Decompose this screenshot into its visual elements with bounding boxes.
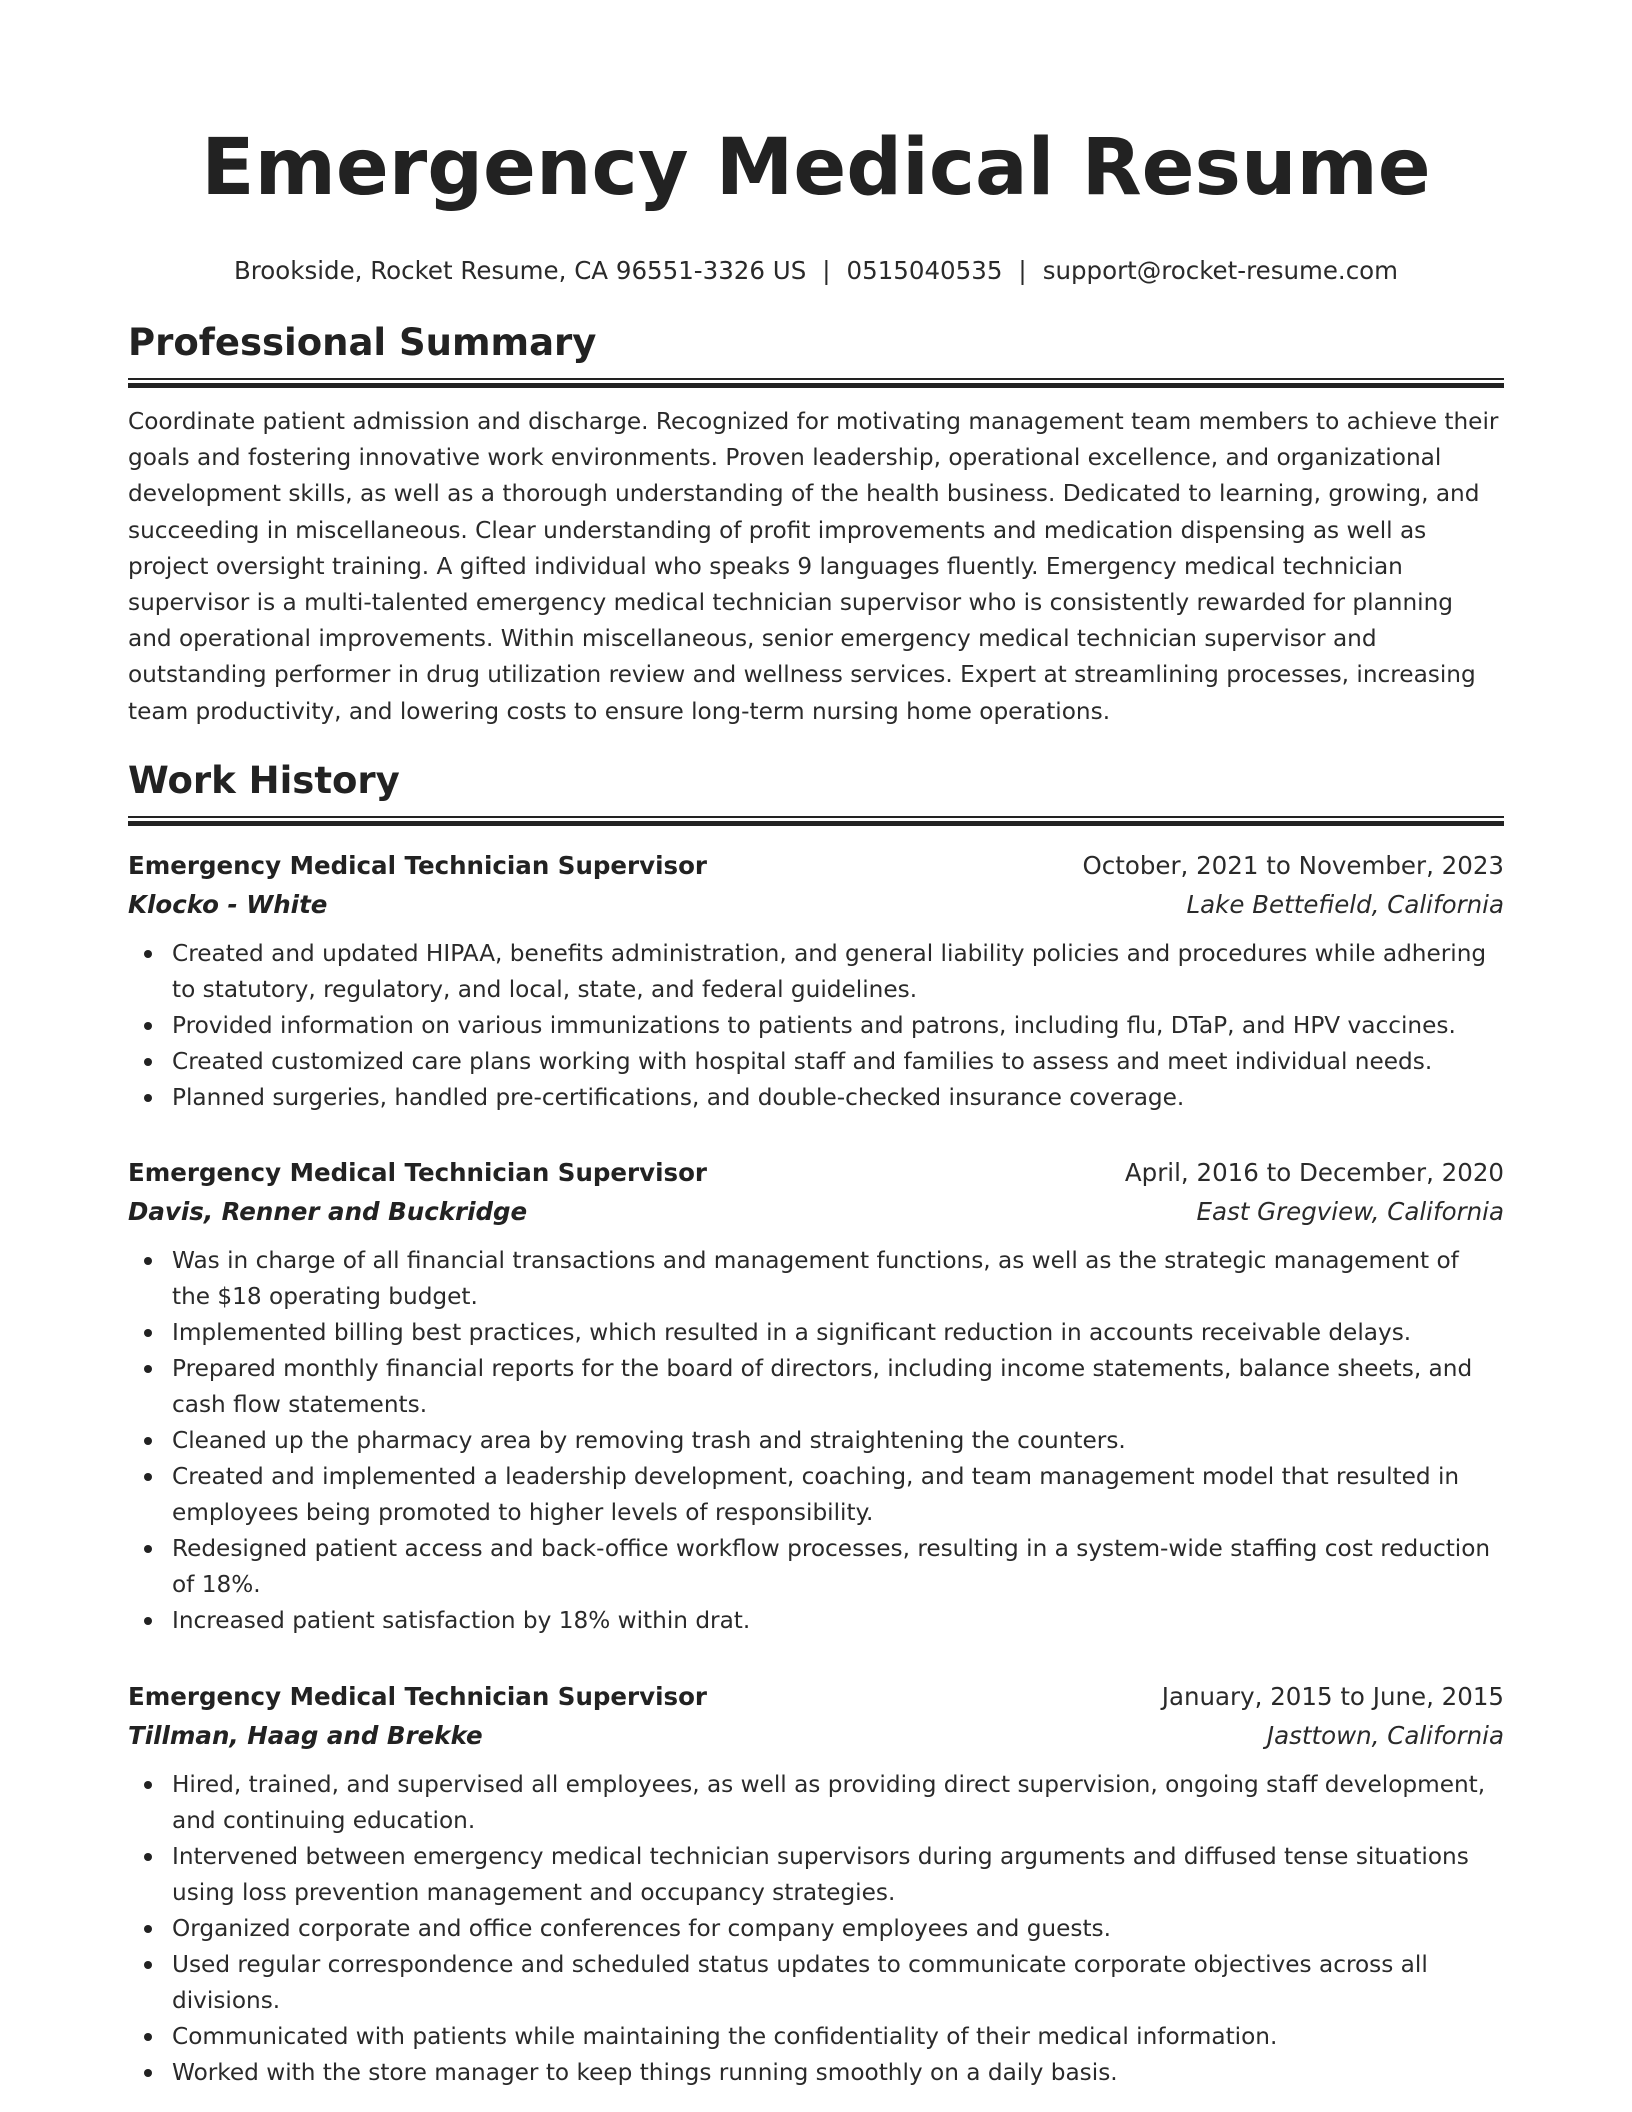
professional-summary-section	[128, 318, 1504, 730]
list-item	[128, 1603, 1504, 1639]
job-company-row	[128, 886, 1504, 924]
bullet-text: Hired, trained, and supervised all employees, as well as providing direct supervision, ongoing staff development, and continuing education.	[172, 1771, 1486, 1834]
job-title: Emergency Medical Technician Supervisor	[128, 1682, 707, 1711]
bullet-text: Communicated with patients while maintaining the confidentiality of their medical information.	[172, 2023, 1278, 2050]
section-heading: Professional Summary	[128, 321, 597, 364]
job-company-row	[128, 1717, 1504, 1755]
list-item	[128, 1351, 1504, 1423]
bullet-text: Organized corporate and office conferences for company employees and guests.	[172, 1915, 1112, 1942]
contact-line	[0, 254, 1632, 288]
bullet-dot	[144, 1473, 152, 1481]
job-title-row	[128, 846, 1504, 886]
section-divider	[128, 816, 1504, 826]
list-item	[128, 1911, 1504, 1947]
bullet-text: Created and updated HIPAA, benefits administration, and general liability policies and procedures while adhering to statutory, regulatory, and local, state, and federal guidelines.	[172, 940, 1487, 1003]
bullet-dot	[144, 1925, 152, 1933]
bullet-dot	[144, 1781, 152, 1789]
bullet-dot	[144, 1437, 152, 1445]
list-item	[128, 1080, 1504, 1116]
list-item	[128, 1243, 1504, 1315]
job-entry	[128, 1677, 1504, 2091]
job-company: Tillman, Haag and Brekke	[128, 1721, 483, 1750]
job-bullets	[128, 1767, 1504, 2091]
contact-separator: |	[1018, 256, 1027, 285]
job-company: Davis, Renner and Buckridge	[128, 1197, 528, 1226]
bullet-text: Was in charge of all financial transactions and management functions, as well as the strategic management of the $18 operating budget.	[172, 1247, 1459, 1310]
list-item	[128, 1531, 1504, 1603]
bullet-dot	[144, 2069, 152, 2077]
job-location: Jasttown, California	[1266, 1721, 1504, 1750]
list-item	[128, 1459, 1504, 1531]
job-location: Lake Bettefield, California	[1186, 890, 1504, 919]
list-item	[128, 2055, 1504, 2091]
resume-header	[0, 118, 1632, 288]
contact-separator: |	[822, 256, 831, 285]
bullet-text: Used regular correspondence and scheduled status updates to communicate corporate objectives across all divisions.	[172, 1951, 1428, 2014]
list-item	[128, 1947, 1504, 2019]
candidate-name: Emergency Medical Resume	[201, 123, 1431, 213]
job-title: Emergency Medical Technician Supervisor	[128, 851, 707, 880]
bullet-text: Intervened between emergency medical technician supervisors during arguments and diffused tense situations using loss prevention management and occupancy strategies.	[172, 1843, 1469, 1906]
list-item	[128, 936, 1504, 1008]
bullet-text: Created customized care plans working with hospital staff and families to assess and meet individual needs.	[172, 1048, 1433, 1075]
bullet-dot	[144, 1961, 152, 1969]
job-company: Klocko - White	[128, 890, 328, 919]
bullet-text: Redesigned patient access and back-office workflow processes, resulting in a system-wide staffing cost reduction of 18%.	[172, 1535, 1491, 1598]
job-title-row	[128, 1677, 1504, 1717]
bullet-dot	[144, 1094, 152, 1102]
bullet-dot	[144, 1365, 152, 1373]
section-heading: Work History	[128, 759, 400, 802]
bullet-text: Planned surgeries, handled pre-certifications, and double-checked insurance coverage.	[172, 1084, 1185, 1111]
list-item	[128, 1767, 1504, 1839]
bullet-dot	[144, 1257, 152, 1265]
contact-address: Brookside, Rocket Resume, CA 96551-3326 US	[233, 256, 807, 285]
work-history-section	[128, 756, 1504, 826]
bullet-text: Provided information on various immunizations to patients and patrons, including flu, DTaP, and HPV vaccines.	[172, 1012, 1456, 1039]
bullet-dot	[144, 1853, 152, 1861]
summary-text: Coordinate patient admission and discharge. Recognized for motivating management team members to achieve their goals and fostering innovative work environments. Proven leadership, operational excellence, and organizational development skills, as well as a thorough understanding of the health business. Dedicated to learning, growing, and succeeding in miscellaneous. Clear understanding of profit improvements and medication dispensing as well as project oversight training. A gifted individual who speaks 9 languages fluently. Emergency medical technician supervisor is a multi-talented emergency medical technician supervisor who is consistently rewarded for planning and operational improvements. Within miscellaneous, senior emergency medical technician supervisor and outstanding performer in drug utilization review and wellness services. Expert at streamlining processes, increasing team productivity, and lowering costs to ensure long-term nursing home operations.	[128, 408, 1499, 725]
job-dates: January, 2015 to June, 2015	[1161, 1682, 1504, 1711]
list-item	[128, 1315, 1504, 1351]
bullet-text: Cleaned up the pharmacy area by removing trash and straightening the counters.	[172, 1427, 1126, 1454]
list-item	[128, 1423, 1504, 1459]
job-location: East Gregview, California	[1196, 1197, 1504, 1226]
bullet-dot	[144, 1617, 152, 1625]
job-dates: October, 2021 to November, 2023	[1082, 851, 1504, 880]
bullet-text: Worked with the store manager to keep things running smoothly on a daily basis.	[172, 2059, 1118, 2086]
section-divider	[128, 378, 1504, 388]
job-entry	[128, 1153, 1504, 1639]
list-item	[128, 2019, 1504, 2055]
job-entry	[128, 846, 1504, 1116]
contact-phone: 0515040535	[846, 256, 1003, 285]
job-title-row	[128, 1153, 1504, 1193]
bullet-text: Implemented billing best practices, which resulted in a significant reduction in accounts receivable delays.	[172, 1319, 1412, 1346]
bullet-dot	[144, 950, 152, 958]
list-item	[128, 1008, 1504, 1044]
list-item	[128, 1044, 1504, 1080]
bullet-dot	[144, 1329, 152, 1337]
bullet-dot	[144, 1022, 152, 1030]
bullet-text: Created and implemented a leadership development, coaching, and team management model that resulted in employees being promoted to higher levels of responsibility.	[172, 1463, 1460, 1526]
bullet-dot	[144, 1058, 152, 1066]
job-dates: April, 2016 to December, 2020	[1124, 1158, 1504, 1187]
bullet-text: Increased patient satisfaction by 18% within drat.	[172, 1607, 751, 1634]
job-title: Emergency Medical Technician Supervisor	[128, 1158, 707, 1187]
bullet-text: Prepared monthly financial reports for the board of directors, including income statements, balance sheets, and cash flow statements.	[172, 1355, 1473, 1418]
contact-email: support@rocket-resume.com	[1042, 256, 1399, 285]
job-bullets	[128, 936, 1504, 1116]
job-company-row	[128, 1193, 1504, 1231]
job-bullets	[128, 1243, 1504, 1639]
bullet-dot	[144, 1545, 152, 1553]
list-item	[128, 1839, 1504, 1911]
bullet-dot	[144, 2033, 152, 2041]
